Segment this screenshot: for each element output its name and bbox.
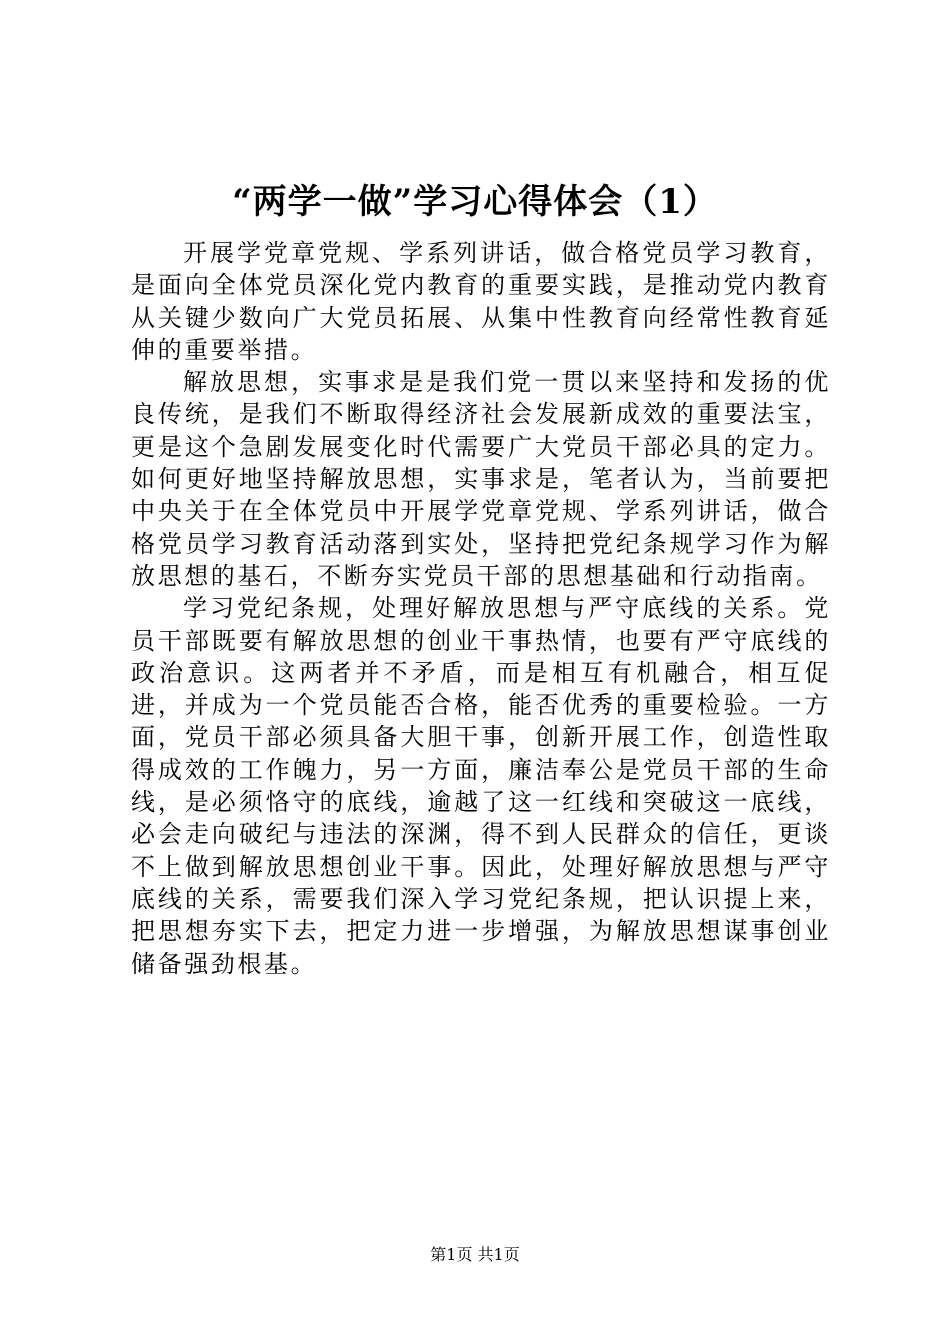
paragraph-3: 学习党纪条规，处理好解放思想与严守底线的关系。党员干部既要有解放思想的创业干事热情，也要有严守底线的政治意识。这两者并不矛盾，而是相互有机融合，相互促进，并成为一个党员能否合格，能否优秀的重要检验。一方面，党员干部必须具备大胆干事，创新开展工作，创造性取得成效的工作魄力，另一方面，廉洁奉公是党员干部的生命线，是必须恪守的底线，逾越了这一红线和突破这一底线，必会走向破纪与违法的深渊，得不到人民群众的信任，更谈不上做到解放思想创业干事。因此，处理好解放思想与严守底线的关系，需要我们深入学习党纪条规，把认识提上来，把思想夯实下去，把定力进一步增强，为解放思想谋事创业储备强劲根基。: [131, 594, 831, 978]
paragraph-2: 解放思想，实事求是是我们党一贯以来坚持和发扬的优良传统，是我们不断取得经济社会发展新成效的重要法宝，更是这个急剧发展变化时代需要广大党员干部必具的定力。如何更好地坚持解放思想，实事求是，笔者认为，当前要把中央关于在全体党员中开展学党章党规、学系列讲话，做合格党员学习教育活动落到实处，坚持把党纪条规学习作为解放思想的基石，不断夯实党员干部的思想基础和行动指南。: [131, 368, 831, 590]
page-footer: 第1页 共1页: [430, 1245, 520, 1264]
document-body: [131, 237, 831, 980]
document-title: “两学一做”学习心得体会（1）: [232, 182, 718, 222]
paragraph-1: 开展学党章党规、学系列讲话，做合格党员学习教育，是面向全体党员深化党内教育的重要实践，是推动党内教育从关键少数向广大党员拓展、从集中性教育向经常性教育延伸的重要举措。: [131, 239, 831, 364]
